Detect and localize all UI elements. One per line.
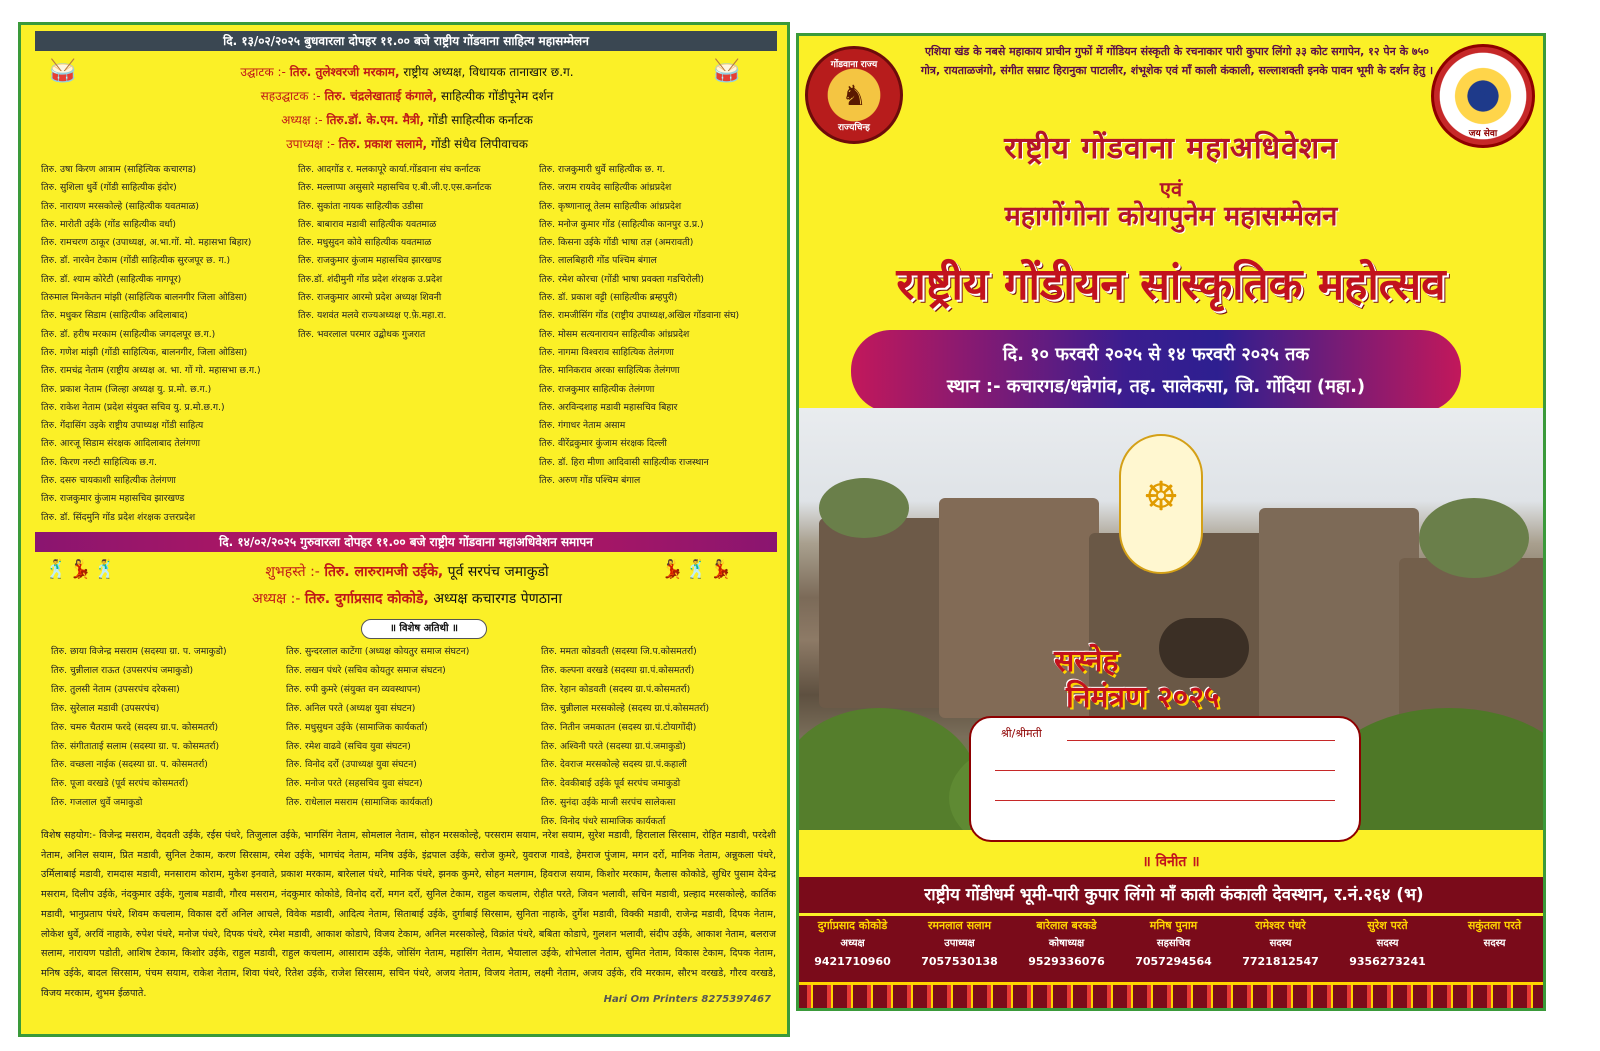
member [1334, 918, 1441, 968]
title-main: राष्ट्रीय गोंडवाना महाअधिवेशन [1004, 131, 1338, 166]
guest-list-item: तिरु. मल्लाप्पा असुसारे महासचिव ए.बी.जी.ए.एस.कर्नाटक [298, 182, 492, 194]
day1-guest-list-3 [539, 161, 779, 490]
guest-list-item: तिरु. डॉ. सिंदमुनि गोंड प्रदेश शंरक्षक उत्तरप्रदेश [41, 511, 196, 523]
venue-line: स्थान :- कचारगड/धन्नेगांव, तह. सालेकसा, जि. गोंदिया (महा.) [946, 376, 1366, 397]
invitee-name-card[interactable] [969, 716, 1361, 842]
member-phone: 9421710960 [814, 955, 891, 968]
member-role: सदस्य [1269, 938, 1292, 949]
printer-credit: Hari Om Printers 8275397467 [603, 994, 771, 1005]
dancers-right-icon: 🥁 [713, 59, 743, 84]
officer-desc: राष्ट्रीय अध्यक्ष, विधायक तानाखार छ.ग. [403, 65, 574, 79]
officer-name: तिरु. प्रकाश सलामे, [338, 137, 428, 151]
guest-list-item: तिरु. आरजू सिडाम संरक्षक आदिलाबाद तेलंगणा [41, 438, 201, 450]
guest-list-item: तिरु. अरविन्दशाह मडावी महासचिव बिहार [539, 401, 678, 413]
guest-list-item: तिरु. डॉ. हरीष मरकाम (साहित्यीक जगदलपूर छ.ग.) [41, 328, 216, 340]
lion-icon: ♞ [841, 79, 867, 112]
officer-desc: गोंडी साहित्यीक कर्नाटक [428, 113, 533, 127]
officer-name: तिरु. चंद्रलेखाताई कंगाले, [324, 89, 438, 103]
title-and: एवं [1159, 177, 1183, 201]
guest-list-item: तिरु. सुशिला धुर्वे (गोंडी साहित्यीक इंदोर) [41, 182, 177, 194]
member-phone: 7721812547 [1242, 955, 1319, 968]
name-line [995, 800, 1335, 801]
member-phone: 9529336076 [1028, 955, 1105, 968]
guest-list-item: तिरुमाल मिनकेतन मांझी (साहित्यिक बालनगीर जिला ओडिसा) [41, 292, 248, 304]
guest-list-item: तिरु. सुरेलाल मडावी (उपसरपंच) [51, 702, 160, 714]
guest-list-item: तिरु. राजकुमारी धुर्वे साहित्यीक छ. ग. [539, 164, 666, 175]
guest-list-item: तिरु. पूजा वरखडे (पूर्व सरपंच कोसमतर्रा) [51, 778, 189, 790]
member-phone: 7057294564 [1135, 955, 1212, 968]
vinit-label: ॥ विनीत ॥ [1142, 854, 1200, 870]
guest-list-item: तिरु. राजकुमार आरमो प्रदेश अध्यक्ष शिवनी [298, 292, 442, 304]
guest-list-item: तिरु. गेंदासिंग उइके राष्ट्रीय उपाध्यक्ष गोंडी साहित्य [41, 420, 204, 432]
special-guests-label: ॥ विशेष अतिथी ॥ [361, 619, 487, 639]
guest-list-item: तिरु. गणेश मांझी (गोंडी साहित्यिक, बालनगीर, जिला ओडिसा) [41, 346, 248, 358]
deity-icon: ☸ [1143, 474, 1179, 520]
member-role: अध्यक्ष [840, 938, 865, 949]
guest-list-item: तिरु. मानिकराव अरका साहित्यिक तेलंगणा [539, 365, 680, 377]
member-name: दुर्गाप्रसाद कोकोडे [817, 919, 888, 932]
guest-list-item: तिरु. मधुसुधन उईके (सामाजिक कार्यकर्ता) [286, 721, 428, 733]
guest-list-item: तिरु. राजकुमार कुंजाम महासचिव झारखण्ड [298, 255, 442, 267]
guest-list-item: तिरु. वीरेंद्रकुमार कुंजाम संरक्षक दिल्ली [539, 438, 667, 450]
guest-list-item: तिरु. सुनंदा उईके माजी सरपंच सालेकसा [541, 797, 676, 809]
emblem-bottom-text: जय सेवा [1468, 129, 1498, 139]
guest-list-item: तिरु. विनोद दर्रो (उपाध्यक्ष युवा संघटन) [286, 759, 417, 771]
deity-image [1119, 434, 1203, 574]
guest-list-item: तिरु. दसरु चायकाशी साहित्यीक तेलंगणा [41, 475, 176, 487]
title-second: महागोंगोना कोयापुनेम महासम्मेलन [1004, 201, 1338, 232]
guest-list-item: तिरु. नितीन जमकातन (सदस्य ग्रा.पं.टोयागोंदी) [541, 721, 697, 733]
guest-list-item: तिरु. मधुसुदन कोवे साहित्यीक यवतमाळ [298, 237, 432, 249]
guest-list-item: तिरु. मोसम सत्यनारायन साहित्यीक आंध्रप्रदेश [539, 328, 690, 340]
guest-list-item: तिरु. तुलसी नेताम (उपसरपंच दरेकसा) [51, 683, 180, 695]
officer-inaugurator [21, 63, 790, 80]
invitee-label: श्री/श्रीमती [1001, 727, 1042, 740]
guest-list-item: तिरु. रामचरण ठाकूर (उपाध्यक्ष, अ.भा.गों. मो. महासभा बिहार) [41, 237, 252, 249]
guest-list-item: तिरु. नारायण मरसकोल्हे (साहित्यीक यवतमाळ) [41, 200, 200, 212]
member-name: सकुंतला परते [1467, 919, 1522, 932]
officer-name: तिरु. दुर्गाप्रसाद कोकोडे, [304, 591, 429, 607]
guest-list-item: तिरु. यशवंत मलवे राज्यअध्यक्ष ए.फ़े.महा.रा. [298, 310, 447, 322]
guest-list-item: तिरु. राधेलाल मसराम (सामाजिक कार्यकर्ता) [286, 797, 433, 809]
officer-chief-guest [21, 562, 790, 581]
officer-name: तिरु. लारुरामजी उईके, [324, 564, 444, 580]
guest-list-item: तिरु. भवरलाल परमार उद्बोधक गुजरात [298, 328, 426, 340]
guest-list-item: तिरु. राजकुमार साहित्यीक तेलंगणा [539, 383, 655, 395]
officer-name: तिरु.डॉ. के.एम. मैत्री, [326, 113, 425, 127]
officer-desc: साहित्यीक गोंडीपूनेम दर्शन [440, 89, 554, 103]
dancers-right-2-icon: 💃🕺💃 [661, 559, 735, 580]
guest-list-item: तिरु. डॉ. श्याम कोरेटी (साहित्यीक नागपूर) [41, 273, 182, 285]
guest-list-item: तिरु. ममता कोडवती (सदस्या जि.प.कोसमतर्रा) [541, 646, 697, 657]
member [799, 918, 906, 968]
guest-list-item: तिरु. मधुकर सिडाम (साहित्यीक अदिलाबाद) [41, 310, 188, 322]
committee-members [799, 916, 1546, 982]
guest-list-item: तिरु. रमेश वाढवे (सचिव युवा संघटन) [286, 740, 411, 752]
guest-list-item: तिरु. डॉ. हिरा मीणा आदिवासी साहित्यीक राजस्थान [539, 456, 709, 468]
officer-desc: पूर्व सरपंच जमाकुडो [447, 564, 549, 580]
officer-role: अध्यक्ष :- [252, 591, 301, 607]
guest-list-item: तिरु. मनोज कुमार गोंड (साहित्यीक कानपुर उ.प्र.) [539, 218, 704, 230]
member-role: कोषाध्यक्ष [1048, 938, 1085, 949]
officer-role: अध्यक्ष :- [281, 113, 323, 127]
guest-list-item: तिरु. गजलाल धुर्वे जमाकुडो [51, 797, 143, 809]
guest-list-item: तिरु. कृष्णानालू तेलम साहित्यीक आंध्रप्रदेश [539, 200, 682, 212]
guest-list-item: तिरु. अरुण गोंड पश्चिम बंगाल [539, 475, 641, 487]
special-help-paragraph: विशेष सहयोग:- विजेन्द्र मसराम, वेदवती उईके, रईस पंधरे, तिजुलाल उईके, भागसिंग नेताम, सोमलाल नेताम, सोहन मरसकोल्हे, परसराम सयाम, नरेश सयाम, सुरेश मडावी, हिरालाल सिरसाम, रोहित मडावी, परदेशी नेताम, अनिल सयाम, प्रित मडावी, सुनिल टेकाम, करण सिरसाम, रमेश उईके, भागचंद नेताम, मनिष उईके, इंद्रपाल उईके, सरोज कुमरे, युवराज गावडे, हेमराज पुंजाम, मगन दर्रो, मानिक नेताम, अन्नुकला पंधरे, उर्मिलाबाई मडावी, रामदास मडावी, मनसाराम कोराम, मुकेश इनवाते, प्रकाश मरकाम, बारेलाल पंधरे, मानिक पंधरे, झनक कुमरे, सोहन मलगाम, हिवराज सयाम, किशोर मरकाम, कैलास कोकोडे, सुधिर पुसाम देवेन्द्र मसराम, दिलीप उईके, नंदकुमार उईके, गुलाब मडावी, गौरव मसराम, नंदकुमार कोकोडे, विनोद दर्रो, मगन दर्रो, सुनिल टेकाम, राहुल कचलाम, रोहीत परते, जिवन भलावी, सचिन मडावी, प्रल्हाद मरसकोल्हे, कार्तिक मडावी, भानुप्रताप पंधरे, शिवम कचलाम, विकास दर्रो अनिल आचले, विवेक मडावी, आदित्य नेताम, सिताबाई उईके, दुर्गाबाई सिरसाम, सुनिता नाहाके, दुर्गेश मडावी, विक्की मडावी, राजेन्द्र मडावी, दिपक नेताम, लोकेश धुर्वे, अरविं नाहाके, रुपेश पंधरे, मनोज पंधरे, दिपक पंधरे, रमेश मडावी, आकाश कोडापे, विजय टेकाम, अनिल मरसकोल्हे, विक्रांत पंधरे, बबिता कोडापे, गुलशन भलावी, संदीप उईके, आकाश नेताम, बलराज सलाम, नारायण पडोती, आशिष टेकाम, किशोर उईके, राहुल मडावी, राहुल कचलाम, आसाराम उईके, जोसिंग नेताम, महासिंग नेताम, भैयालाल उईके, शोभेलाल नेताम, सुमित नेताम, विकास टेकाम, दिपक नेताम, मनिष उईके, बादल सिरसाम, पंचम सयाम, राकेश नेताम, शिवा पंधरे, रितेश उईके, राजेश सिरसाम, सचिन पंधरे, अजय नेताम, विजय नेताम, लक्ष्मी नेताम, अजय उईके, रवि मरकाम, सौरभ वरखडे, गौरव वरखडे, विजय मरकाम, शुभम ईळपाते. [41, 830, 776, 999]
guest-list-item: तिरु. रेहान कोडवती (सदस्य ग्रा.पं.कोसमतर्रा) [541, 683, 691, 695]
name-line [1067, 740, 1335, 741]
day2-header: दि. १४/०२/२०२५ गुरुवारला दोपहर ११.०० बजे राष्ट्रीय गोंडवाना महाअधिवेशन समापन [35, 532, 777, 552]
member-name: सुरेश परते [1367, 919, 1408, 932]
guest-list-item: तिरु. मारोती उईके (गोंड साहित्यीक वर्धा) [41, 218, 176, 230]
dancers-left-2-icon: 🕺💃🕺 [45, 559, 119, 580]
member-role: उपाध्यक्ष [944, 938, 975, 949]
guest-list-item: तिरु. रुपी कुमरे (संयुक्त वन व्यवस्थापन) [286, 683, 421, 695]
guest-list-item: तिरु. आदगोंड र. मलकापूरे कार्या.गोंडवाना संघ कर्नाटक [298, 164, 481, 175]
guest-list-item: तिरु. मनोज परते (सहसचिव युवा संघटन) [286, 778, 423, 790]
member [906, 918, 1013, 968]
trust-name-bar: राष्ट्रीय गोंडीधर्म भूमी-पारी कुपार लिंगो माँ काली कंकाली देवस्थान, र.नं.२६४ (भ) [799, 877, 1546, 913]
guest-list-item: तिरु. रामजीसिंग गोंड (राष्ट्रीय उपाध्यक्ष,अखिल गोंडवाना संघ) [539, 310, 740, 322]
day2-guest-list-2 [286, 643, 541, 813]
guest-list-item: तिरु. कल्पना वरखडे (सदस्या ग्रा.पं.कोसमतर्रा) [541, 664, 695, 676]
officer-desc: अध्यक्ष कचारगड पेणठाना [433, 591, 562, 607]
decorative-border [799, 982, 1546, 1011]
guest-list-item: तिरु. सुन्दरलाल काटेंगा (अध्यक्ष कोयतुर समाज संघटन) [286, 646, 470, 657]
invite-word-1: सस्नेह [1054, 644, 1119, 679]
guest-list-item: तिरु. राजकुमार कुंजाम महासचिव झारखण्ड [41, 493, 185, 505]
day1-guest-list-1 [41, 161, 296, 527]
member-role: सहसचिव [1156, 938, 1191, 949]
guest-list-item: तिरु. डॉ. प्रकाश वट्टी (साहित्यीक ब्रम्हपुरी) [539, 292, 678, 304]
officer-role: उद्घाटक :- [240, 65, 286, 79]
guest-list-item: तिरु. किरण नरुटी साहित्यिक छ.ग. [41, 456, 157, 468]
title-festival: राष्ट्रीय गोंडीयन सांस्कृतिक महोत्सव [896, 259, 1446, 310]
intro-text: एशिया खंड के नबसे महाकाय प्राचीन गुफों में गोंडियन संस्कृती के रचनाकार पारी कुपार लिंगो ३३ कोट सगापेन, १२ पेन के ७५० गोत्र, रायताळजंगो, संगीत सम्राट हिरानुका पाटालीर, शंभूशेक एवं माँ काली कंकाली, सल्लाशक्ती इनके पावन भूमी के दर्शन हेतु । [920, 45, 1434, 77]
emblem-top-text: गोंडवाना राज्य [830, 60, 878, 70]
guest-list-item: तिरु. नागमा विश्वराव साहित्यिक तेलंगणा [539, 346, 674, 358]
officer-role: सहउद्घाटक :- [260, 89, 321, 103]
day1-guest-list-2 [298, 161, 538, 344]
guest-list-item: तिरु. संगीताताई सलाम (सदस्या ग्रा. प. कोसमतर्रा) [51, 740, 220, 752]
guest-list-item: तिरु. वच्छला नाईक (सदस्या ग्रा. प. कोसमतर्रा) [51, 759, 208, 771]
member [1120, 918, 1227, 968]
officer-co-inaugurator [21, 87, 790, 104]
guest-list-item: तिरु. देवकीबाई उईके पूर्व सरपंच जमाकुडो [541, 778, 681, 790]
guest-list-item: तिरु. उषा किरण आत्राम (साहित्यिक कचारगड) [41, 164, 197, 175]
officer-vice-president [21, 135, 790, 152]
guest-list-item: तिरु. अश्विनी परते (सदस्या ग्रा.पं.जमाकुडो) [541, 740, 687, 752]
guest-list-item: तिरु. डॉ. नारवेन टेकाम (गोंडी साहित्यीक सुरजपूर छ. ग.) [41, 255, 231, 267]
guest-list-item: तिरु. छाया विजेन्द्र मसराम (सदस्या ग्रा. प. जमाकुडो) [51, 646, 227, 657]
member-name: बारेलाल बरकडे [1036, 919, 1097, 932]
guest-list-item: तिरु. लखन पंधरे (सचिव कोयतुर समाज संघटन) [286, 664, 446, 676]
officer-desc: गोंडी संधैव लिपीवाचक [430, 137, 528, 151]
officer-chair [21, 589, 790, 608]
officer-role: शुभहस्ते :- [265, 564, 320, 580]
guest-list-item: तिरु. राकेश नेताम (प्रदेश संयुक्त सचिव यु. प्र.मो.छ.ग.) [41, 401, 225, 413]
right-panel [796, 33, 1546, 1011]
left-panel [18, 22, 790, 1037]
day2-guest-list-1 [51, 643, 286, 813]
guest-list-item: तिरु. चुन्नीलाल राऊत (उपसरपंच जमाकुडो) [51, 664, 194, 676]
member-role: सदस्य [1376, 938, 1399, 949]
officer-role: उपाध्यक्ष :- [286, 137, 335, 151]
lamp-icon: ♆ [1470, 75, 1496, 108]
guest-list-item: तिरु. चुन्नीलाल मरसकोल्हे (सदस्य ग्रा.पं.कोसमतर्रा) [541, 702, 710, 714]
officer-president [21, 111, 790, 128]
name-line [995, 770, 1335, 771]
member-role: सदस्य [1483, 938, 1506, 949]
member-name: रमनलाल सलाम [927, 919, 992, 932]
member-phone: 9356273241 [1349, 955, 1426, 968]
member-name: रामेश्वर पंधरे [1255, 919, 1306, 932]
officer-name: तिरु. तुलेश्वरजी मरकाम, [289, 65, 400, 79]
guest-list-item: तिरु. बाबाराव मडावी साहित्यीक यवतमाळ [298, 218, 437, 230]
day1-header: दि. १३/०२/२०२५ बुधवारला दोपहर ११.०० बजे राष्ट्रीय गोंडवाना साहित्य महासम्मेलन [35, 31, 777, 51]
member [1013, 918, 1120, 968]
guest-list-item: तिरु. विनोद पंधरे सामाजिक कार्यकर्ता [541, 816, 666, 828]
guest-list-item: तिरु. प्रकाश नेताम (जिल्हा अध्यक्ष यु. प्र.मो. छ.ग.) [41, 383, 212, 395]
guest-list-item: तिरु. चमरु चैतराम फरदे (सदस्य ग्रा.प. कोसमतर्रा) [51, 721, 219, 733]
member-phone: 7057530138 [921, 955, 998, 968]
date-venue-banner [851, 330, 1461, 412]
day2-guest-list-3 [541, 643, 781, 832]
guest-list-item: तिरु. सुकांता नायक साहित्यीक उडीसा [298, 200, 424, 212]
guest-list-item: तिरु. लालबिहारी गोंड पश्चिम बंगाल [539, 255, 657, 267]
guest-list-item: तिरु. रामचंद्र नेताम (राष्ट्रीय अध्यक्ष अ. भा. गों गो. महासभा छ.ग.) [41, 365, 261, 377]
invite-word-2: निमंत्रण २०२५ [1066, 680, 1220, 715]
guest-list-item: तिरु.डॉ. शंदीमुनी गोंड प्रदेश शंरक्षक उ.प्रदेश [298, 273, 443, 285]
guest-list-item: तिरु. किसना उईके गोंडी भाषा तज्ञ (अमरावती) [539, 237, 694, 249]
guest-list-item: तिरु. जराम रायवेद साहित्यीक आंध्रप्रदेश [539, 182, 672, 194]
guest-list-item: तिरु. देवराज मरसकोल्हे सदस्य ग्रा.पं.कहाली [541, 759, 687, 771]
guest-list-item: तिरु. गंगाधर नेताम असाम [539, 420, 626, 432]
member [1227, 918, 1334, 968]
guest-list-item: तिरु. अनिल परते (अध्यक्ष युवा संघटन) [286, 702, 416, 714]
member-name: मनिष पुनाम [1149, 919, 1198, 932]
emblem-bottom-text: राज्यचिन्ह [838, 123, 870, 133]
dancers-left-icon: 🥁 [49, 59, 79, 84]
guest-list-item: तिरु. रमेश कोरचा (गोंडी भाषा प्रवक्ता गडचिरोली) [539, 273, 704, 285]
date-line: दि. १० फरवरी २०२५ से १४ फरवरी २०२५ तक [1002, 344, 1310, 365]
member [1441, 918, 1546, 955]
